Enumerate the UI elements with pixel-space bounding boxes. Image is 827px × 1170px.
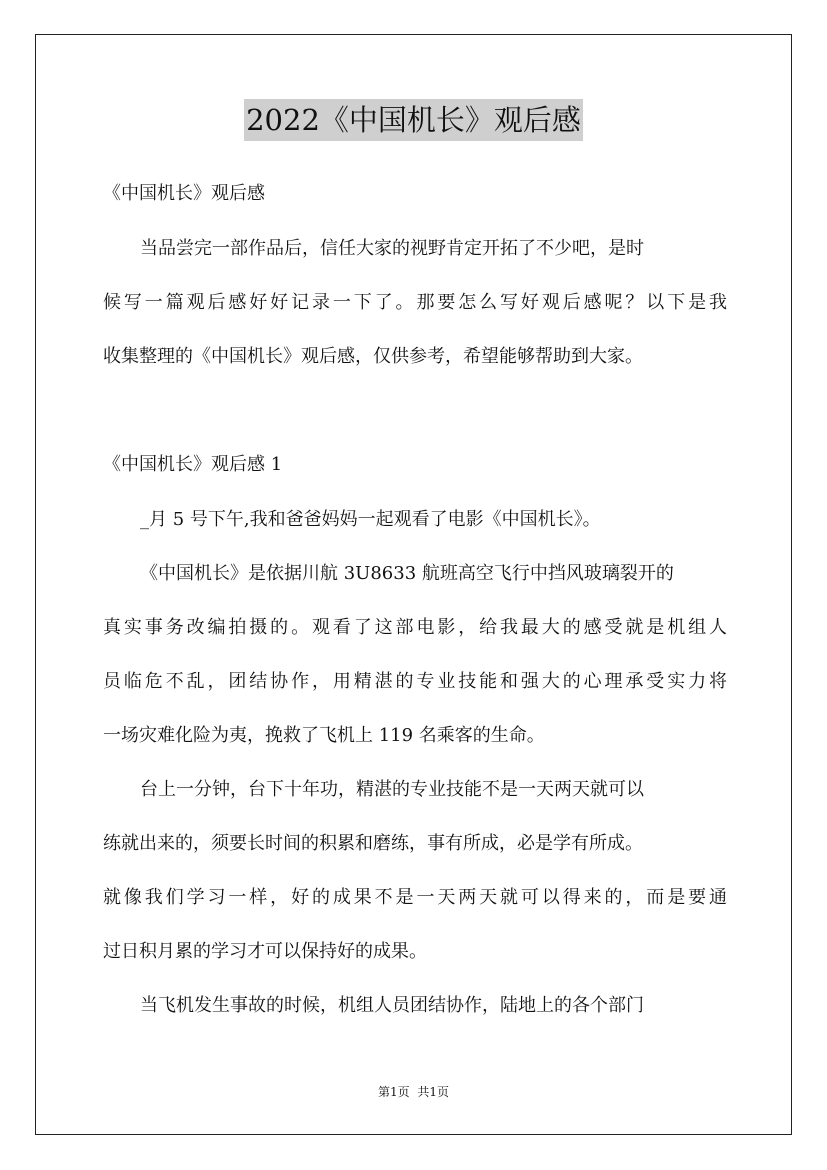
- title-wrapper: [0, 99, 827, 141]
- page-number: 第1页: [377, 1085, 410, 1099]
- page-total: 共1页: [417, 1085, 450, 1099]
- paragraph-line: 就像我们学习一样，好的成果不是一天两天就可以得来的，而是要通: [103, 887, 727, 908]
- page-footer: [0, 1083, 827, 1101]
- paragraph-line: 当飞机发生事故的时候，机组人员团结协作，陆地上的各个部门: [140, 995, 644, 1016]
- paragraph-line: 过日积月累的学习才可以保持好的成果。: [103, 941, 427, 962]
- paragraph-line: 一场灾难化险为夷，挽救了飞机上 119 名乘客的生命。: [103, 725, 545, 746]
- paragraph-line: 台上一分钟，台下十年功，精湛的专业技能不是一天两天就可以: [140, 779, 644, 800]
- section-heading: 《中国机长》观后感 1: [103, 454, 283, 475]
- document-title: 2022《中国机长》观后感: [244, 99, 583, 141]
- paragraph-line: 员临危不乱，团结协作，用精湛的专业技能和强大的心理承受实力将: [103, 671, 727, 692]
- paragraph-line: 当品尝完一部作品后，信任大家的视野肯定开拓了不少吧，是时: [140, 238, 644, 259]
- paragraph-line: _月 5 号下午,我和爸爸妈妈一起观看了电影《中国机长》。: [140, 509, 601, 530]
- paragraph-line: 收集整理的《中国机长》观后感，仅供参考，希望能够帮助到大家。: [103, 346, 643, 367]
- document-subtitle: 《中国机长》观后感: [103, 183, 265, 204]
- paragraph-line: 《中国机长》是依据川航 3U8633 航班高空飞行中挡风玻璃裂开的: [140, 563, 674, 584]
- paragraph-line: 候写一篇观后感好好记录一下了。那要怎么写好观后感呢？以下是我: [103, 292, 727, 313]
- paragraph-line: 真实事务改编拍摄的。观看了这部电影，给我最大的感受就是机组人: [103, 617, 727, 638]
- paragraph-line: 练就出来的，须要长时间的积累和磨练，事有所成，必是学有所成。: [103, 833, 643, 854]
